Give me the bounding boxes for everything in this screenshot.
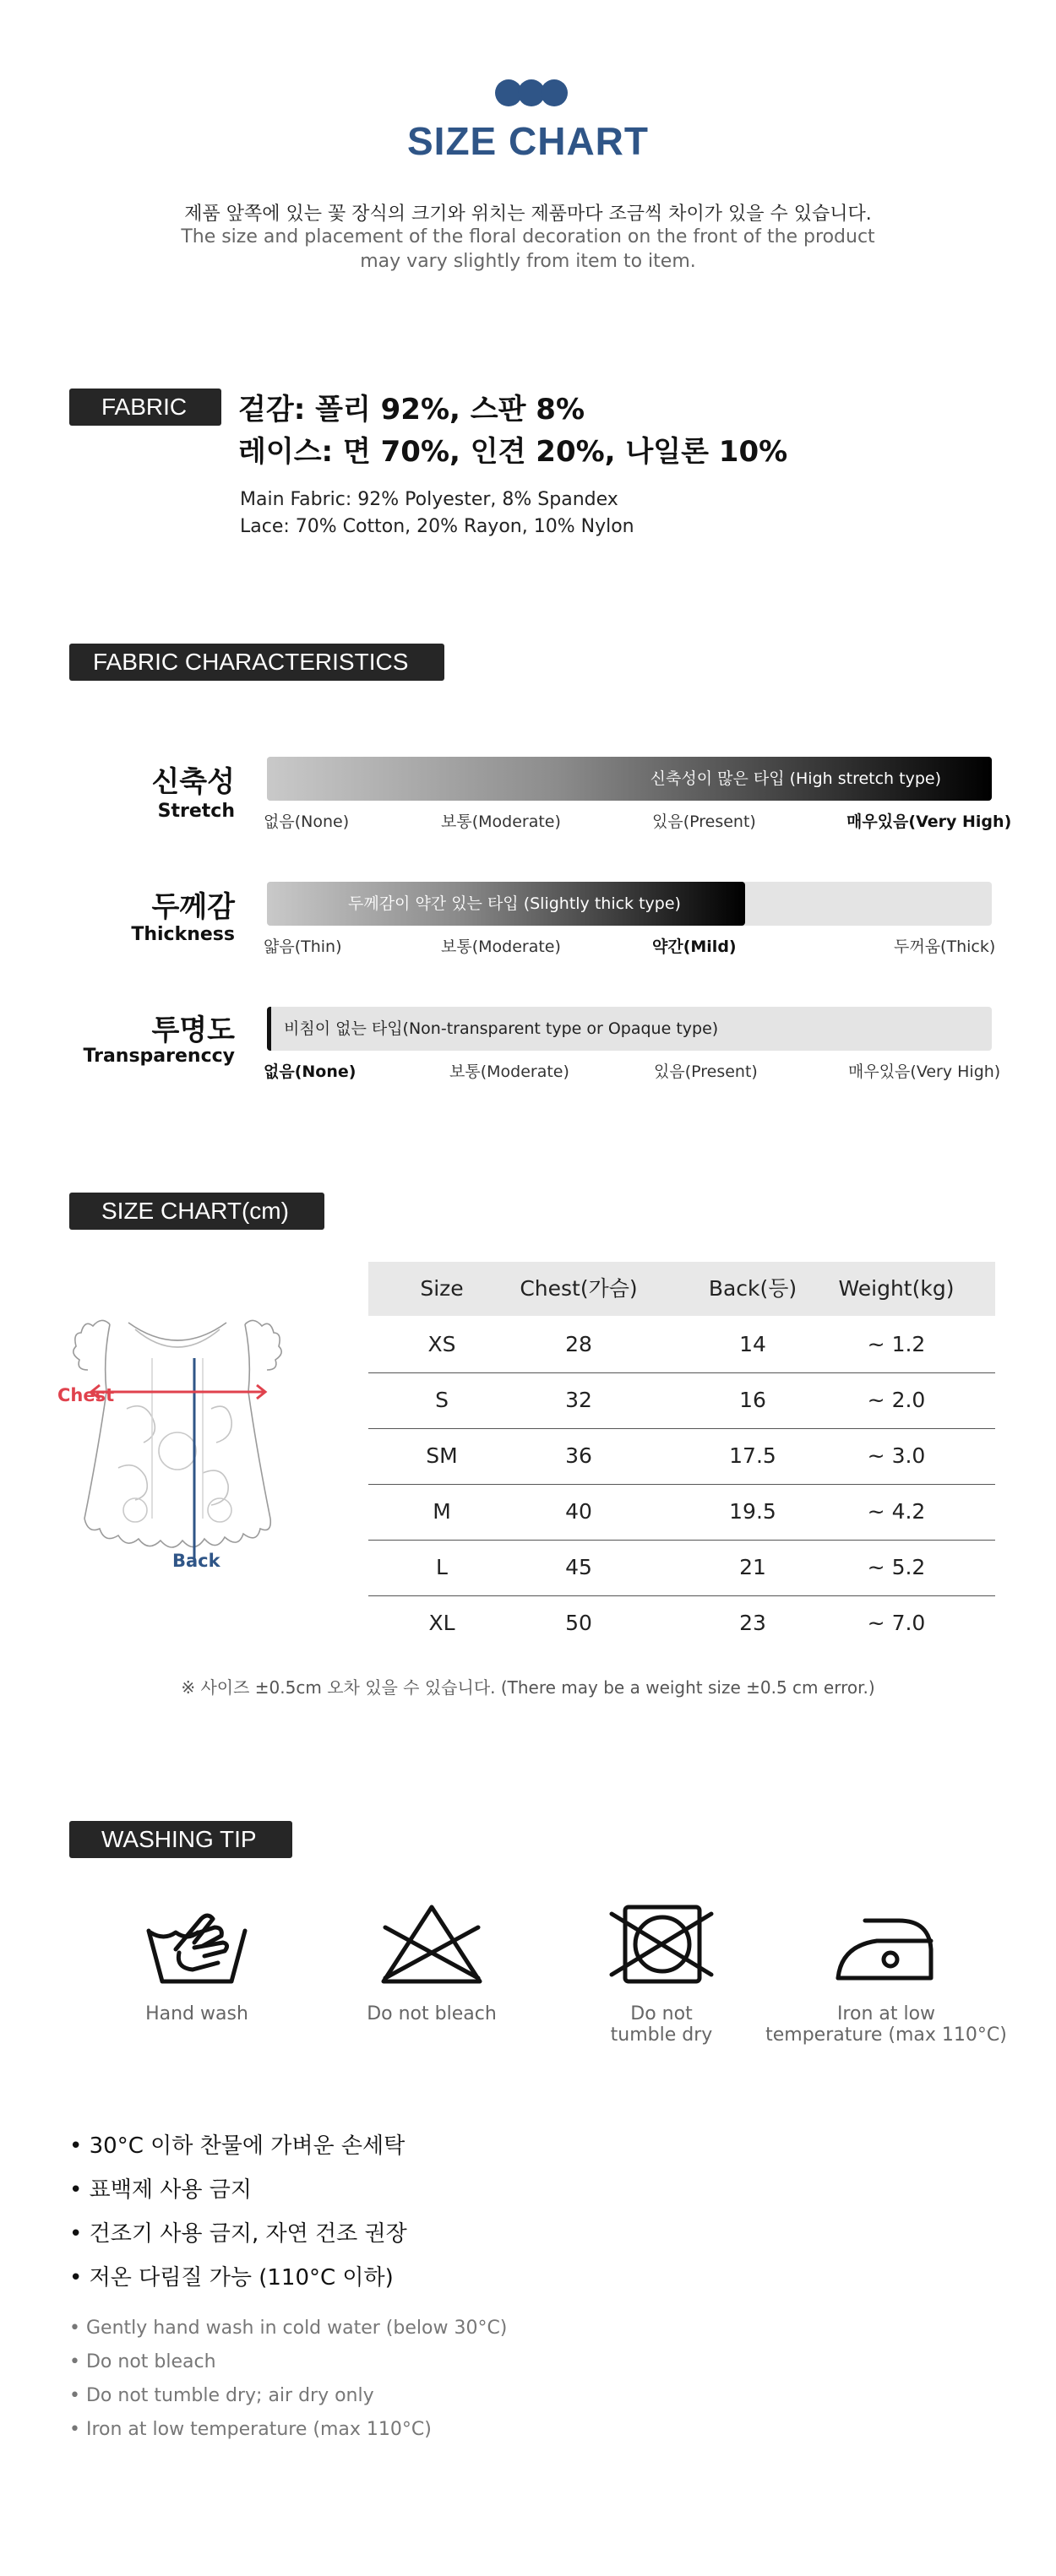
iron-low-caption: Iron at low temperature (max 110°C) (765, 2003, 1007, 2046)
cell-weight: ~ 7.0 (867, 1611, 926, 1635)
transparency-bar-text: 비침이 없는 타입(Non-transparent type or Opaque type) (284, 1019, 719, 1038)
thickness-title-en: Thickness (131, 924, 235, 945)
table-row (368, 1318, 995, 1373)
transparency-scale-2: 있음(Present) (654, 1062, 758, 1081)
cell-size: M (433, 1499, 451, 1524)
table-row (368, 1596, 995, 1652)
cell-back: 21 (739, 1555, 766, 1579)
thickness-title-ko: 두께감 (151, 890, 235, 924)
thickness-scale-3: 두꺼움(Thick) (894, 937, 996, 956)
cell-back: 19.5 (729, 1499, 776, 1524)
hand-wash-caption: Hand wash (145, 2003, 248, 2024)
stretch-bar-text: 신축성이 많은 타입 (High stretch type) (650, 769, 941, 788)
thickness-bar-text: 두께감이 약간 있는 타입 (Slightly thick type) (348, 894, 681, 913)
cell-size: XL (428, 1611, 455, 1635)
stretch-scale-1: 보통(Moderate) (441, 812, 561, 831)
list-item: • 건조기 사용 금지, 자연 건조 권장 (69, 2221, 407, 2247)
cell-back: 14 (739, 1332, 766, 1356)
list-item: • 표백제 사용 금지 (69, 2177, 252, 2203)
intro-text-en: The size and placement of the floral decoration on the front of the product may vary slightly from item to item. (181, 226, 875, 272)
chest-label: Chest (57, 1385, 115, 1405)
stretch-title-ko: 신축성 (151, 765, 235, 799)
cell-weight: ~ 2.0 (867, 1388, 926, 1412)
size-table-header (368, 1262, 995, 1316)
cell-size: L (436, 1555, 448, 1579)
cell-chest: 32 (565, 1388, 592, 1412)
list-item: • Do not bleach (69, 2351, 216, 2372)
no-tumble-dry-caption: Do not tumble dry (610, 2003, 713, 2046)
transparency-scale-1: 보통(Moderate) (449, 1062, 569, 1081)
logo-dots (495, 79, 568, 106)
list-item: • 저온 다림질 가능 (110°C 이하) (69, 2265, 394, 2291)
transparency-scale-0: 없음(None) (264, 1062, 357, 1081)
transparency-bar (267, 1007, 992, 1051)
page-title: SIZE CHART (407, 119, 649, 163)
iron-low-icon (831, 1902, 941, 1986)
column-header-back: Back(등) (708, 1276, 797, 1301)
stretch-bar (267, 757, 992, 801)
transparency-scale-3: 매우있음(Very High) (848, 1062, 1001, 1081)
column-header-chest: Chest(가슴) (520, 1276, 638, 1301)
fabric-ko: 겉감: 폴리 92%, 스판 8% 레이스: 면 70%, 인견 20%, 나일론 10% (238, 393, 788, 469)
cell-size: SM (426, 1443, 458, 1468)
garment-diagram (51, 1307, 304, 1578)
list-item: • Iron at low temperature (max 110°C) (69, 2419, 432, 2440)
characteristics-label: FABRIC CHARACTERISTICS (69, 644, 444, 681)
table-row (368, 1541, 995, 1596)
size-chart-label: SIZE CHART(cm) (69, 1193, 324, 1230)
cell-chest: 45 (565, 1555, 592, 1579)
table-row (368, 1429, 995, 1485)
transparency-title-ko: 투명도 (151, 1014, 235, 1047)
thickness-scale-1: 보통(Moderate) (441, 937, 561, 956)
cell-back: 16 (739, 1388, 766, 1412)
stretch-scale-2: 있음(Present) (652, 812, 756, 831)
cell-size: S (435, 1388, 449, 1412)
column-header-weight: Weight(kg) (838, 1276, 955, 1301)
fabric-label: FABRIC (69, 389, 221, 426)
transparency-title-en: Transparenccy (83, 1046, 235, 1067)
no-bleach-caption: Do not bleach (367, 2003, 497, 2024)
cell-size: XS (427, 1332, 456, 1356)
cell-back: 23 (739, 1611, 766, 1635)
cell-chest: 40 (565, 1499, 592, 1524)
cell-weight: ~ 1.2 (867, 1332, 926, 1356)
intro-text-ko: 제품 앞쪽에 있는 꽃 장식의 크기와 위치는 제품마다 조금씩 차이가 있을 수 있습니다. (184, 204, 872, 225)
thickness-scale-0: 얇음(Thin) (264, 937, 342, 956)
cell-chest: 50 (565, 1611, 592, 1635)
cell-weight: ~ 5.2 (867, 1555, 926, 1579)
cell-weight: ~ 4.2 (867, 1499, 926, 1524)
stretch-scale-3: 매우있음(Very High) (846, 812, 1012, 831)
table-row (368, 1373, 995, 1429)
fabric-en: Main Fabric: 92% Polyester, 8% Spandex Lace: 70% Cotton, 20% Rayon, 10% Nylon (240, 489, 634, 537)
back-label: Back (172, 1551, 220, 1571)
table-row (368, 1485, 995, 1541)
thickness-bar (267, 882, 992, 926)
list-item: • Do not tumble dry; air dry only (69, 2385, 374, 2406)
washing-label: WASHING TIP (69, 1821, 292, 1858)
hand-wash-icon (142, 1902, 252, 1986)
list-item: • Gently hand wash in cold water (below 30°C) (69, 2318, 508, 2339)
cell-chest: 28 (565, 1332, 592, 1356)
list-item: • 30°C 이하 찬물에 가벼운 손세탁 (69, 2133, 406, 2159)
size-tolerance-note: ※ 사이즈 ±0.5cm 오차 있을 수 있습니다. (There may be a weight size ±0.5 cm error.) (181, 1677, 875, 1698)
cell-back: 17.5 (729, 1443, 776, 1468)
cell-weight: ~ 3.0 (867, 1443, 926, 1468)
cell-chest: 36 (565, 1443, 592, 1468)
no-bleach-icon (377, 1902, 487, 1986)
stretch-scale-0: 없음(None) (264, 812, 350, 831)
column-header-size: Size (420, 1276, 464, 1301)
stretch-title-en: Stretch (157, 801, 235, 822)
no-tumble-dry-icon (607, 1902, 716, 1986)
thickness-scale-2: 약간(Mild) (652, 937, 737, 956)
transparency-bar-marker (267, 1007, 271, 1051)
